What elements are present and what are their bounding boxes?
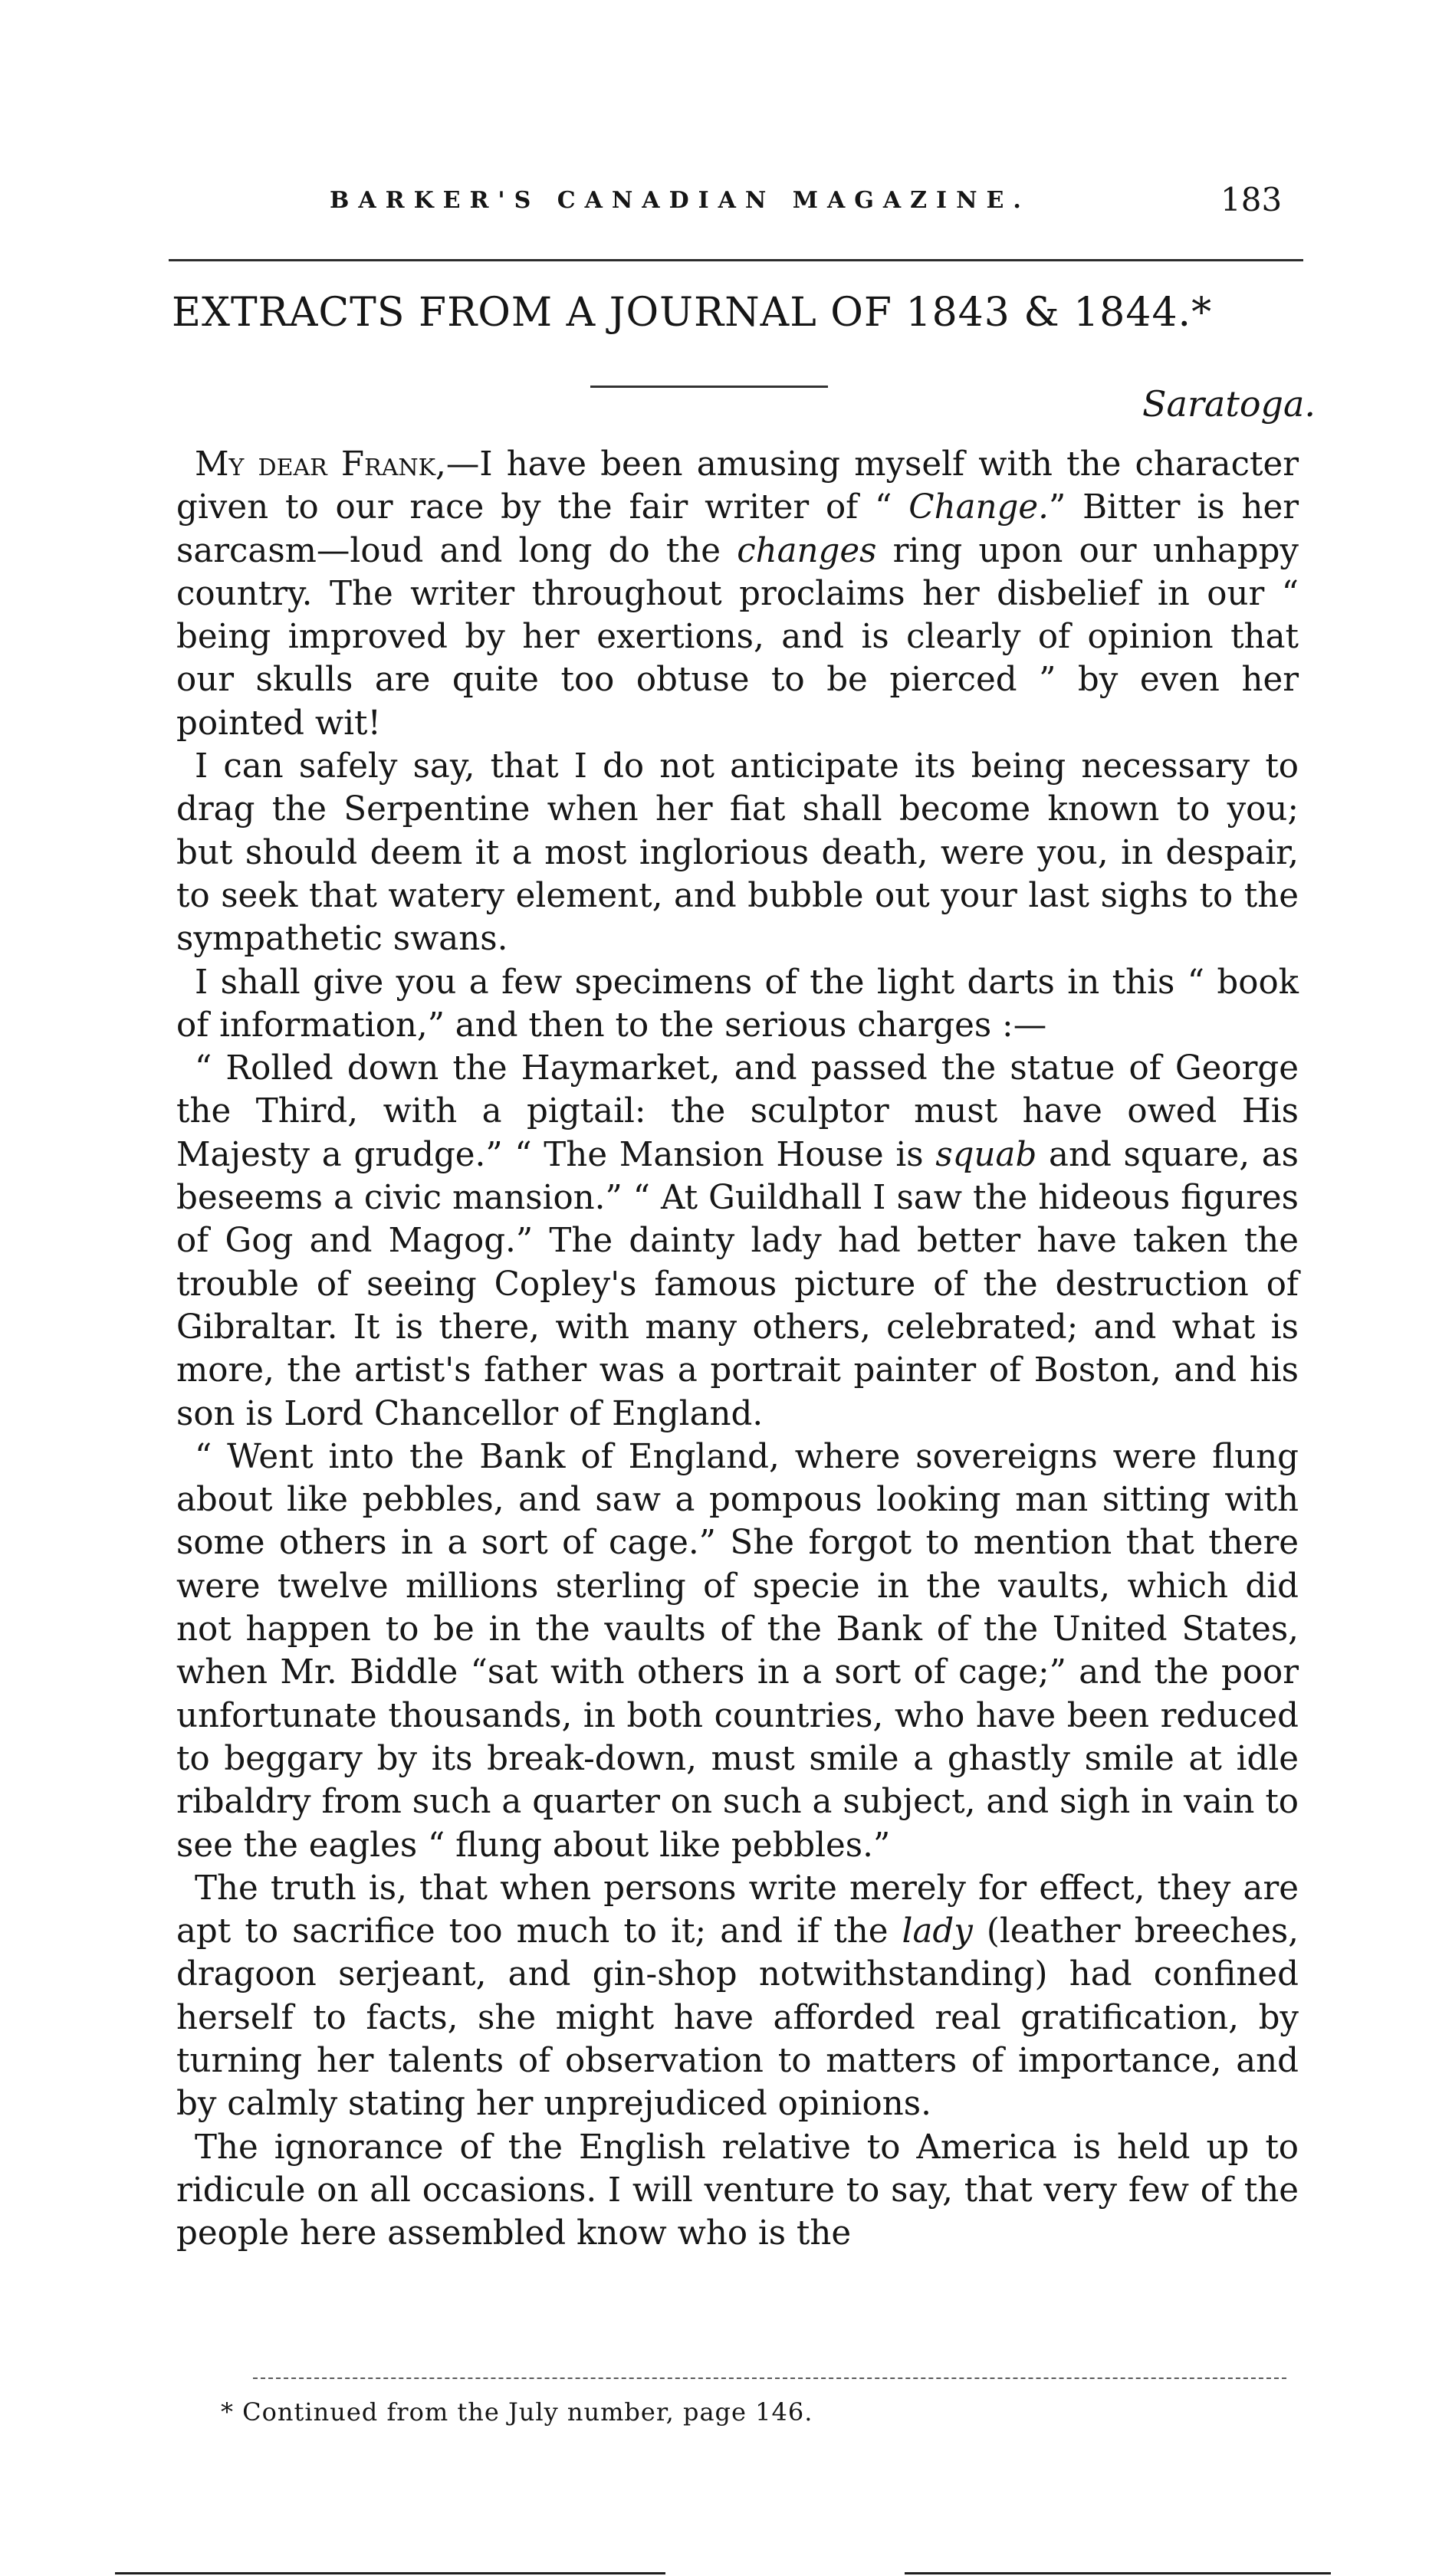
paragraph-1-text-b: ” Bitter is her sarcasm—loud and long do the (176, 488, 1299, 570)
page-number: 183 (1220, 181, 1283, 218)
paragraph-4-text-b: and square, as beseems a civic mansion.” “ At Guildhall I saw the hideous figures of Gog and Magog.” The dainty lady had better have taken the trouble of seeing Copley's famous picture of the destruction of Gibraltar. It is there, with many others, celebrated; and what is more, the artist's father was a portrait painter of Boston, and his son is Lord Chancellor of England. (176, 1135, 1299, 1433)
article-body (176, 443, 1299, 2255)
emphasis-changes: changes (737, 531, 877, 570)
paragraph-7: The ignorance of the English relative to America is held up to ridicule on all occasions. I will venture to say, that very few of the people here assembled know who is the (176, 2128, 1299, 2253)
emphasis-squab: squab (935, 1135, 1037, 1174)
running-head: BARKER'S CANADIAN MAGAZINE. (330, 187, 1030, 214)
paragraph-4-text-a: “ Rolled down the Haymarket, and passed the statue of George the Third, with a pigtail: the sculptor must have owed His Majesty a grudge.” “ The Mansion House is (176, 1049, 1299, 1174)
paragraph-4 (176, 1047, 1299, 1436)
page-edge-rule-right (905, 2572, 1331, 2574)
emphasis-lady: lady (902, 1912, 973, 1951)
paragraph-1 (176, 443, 1299, 745)
paragraph-5: “ Went into the Bank of England, where sovereigns were flung about like pebbles, and saw a pompous looking man sitting with some others in a sort of cage.” She forgot to mention that there were twelve millions sterling of specie in the vaults, which did not happen to be in the vaults of the Bank of the United States, when Mr. Biddle “sat with others in a sort of cage;” and the poor unfortunate thousands, in both countries, who have been reduced to beggary by its break-down, must smile a ghastly smile at idle ribaldry from such a quarter on such a subject, and sigh in vain to see the eagles “ flung about like pebbles.” (176, 1437, 1299, 1865)
article-title: EXTRACTS FROM A JOURNAL OF 1843 & 1844.* (172, 290, 1213, 336)
paragraph-1-text-c: ring upon our unhappy country. The writer throughout proclaims her disbelief in our “ being improved by her exertions, and is clearly of opinion that our skulls are quite too obtuse to be pierced ” by even her pointed wit! (176, 531, 1299, 743)
salutation: My dear Frank, (195, 445, 446, 484)
dateline-place: Saratoga. (1142, 383, 1316, 425)
paragraph-6 (176, 1867, 1299, 2126)
paragraph-6-text-a: The truth is, that when persons write merely for effect, they are apt to sacrifice too much to it; and if the (176, 1869, 1299, 1951)
footnote-rule (253, 2377, 1286, 2379)
footnote: * Continued from the July number, page 146. (221, 2397, 813, 2427)
title-ornament-rule (590, 386, 828, 388)
paragraph-3: I shall give you a few specimens of the light darts in this “ book of information,” and then to the serious charges :— (176, 963, 1299, 1045)
paragraph-1-text-a: —I have been amusing myself with the character given to our race by the fair writer of “ (176, 445, 1299, 527)
paragraph-2: I can safely say, that I do not anticipate its being necessary to drag the Serpentine when her fiat shall become known to you; but should deem it a most inglorious death, were you, in despair, to seek that watery element, and bubble out your last sighs to the sympathetic swans. (176, 747, 1299, 959)
emphasis-change: Change. (908, 488, 1049, 527)
header-rule (169, 259, 1303, 261)
page-edge-rule-left (115, 2572, 665, 2574)
paragraph-6-text-b: (leather breeches, dragoon serjeant, and gin-shop notwithstanding) had confined herself to facts, she might have afforded real gratification, by turning her talents of observation to matters of importance, and by calmly stating her unprejudiced opinions. (176, 1912, 1299, 2124)
